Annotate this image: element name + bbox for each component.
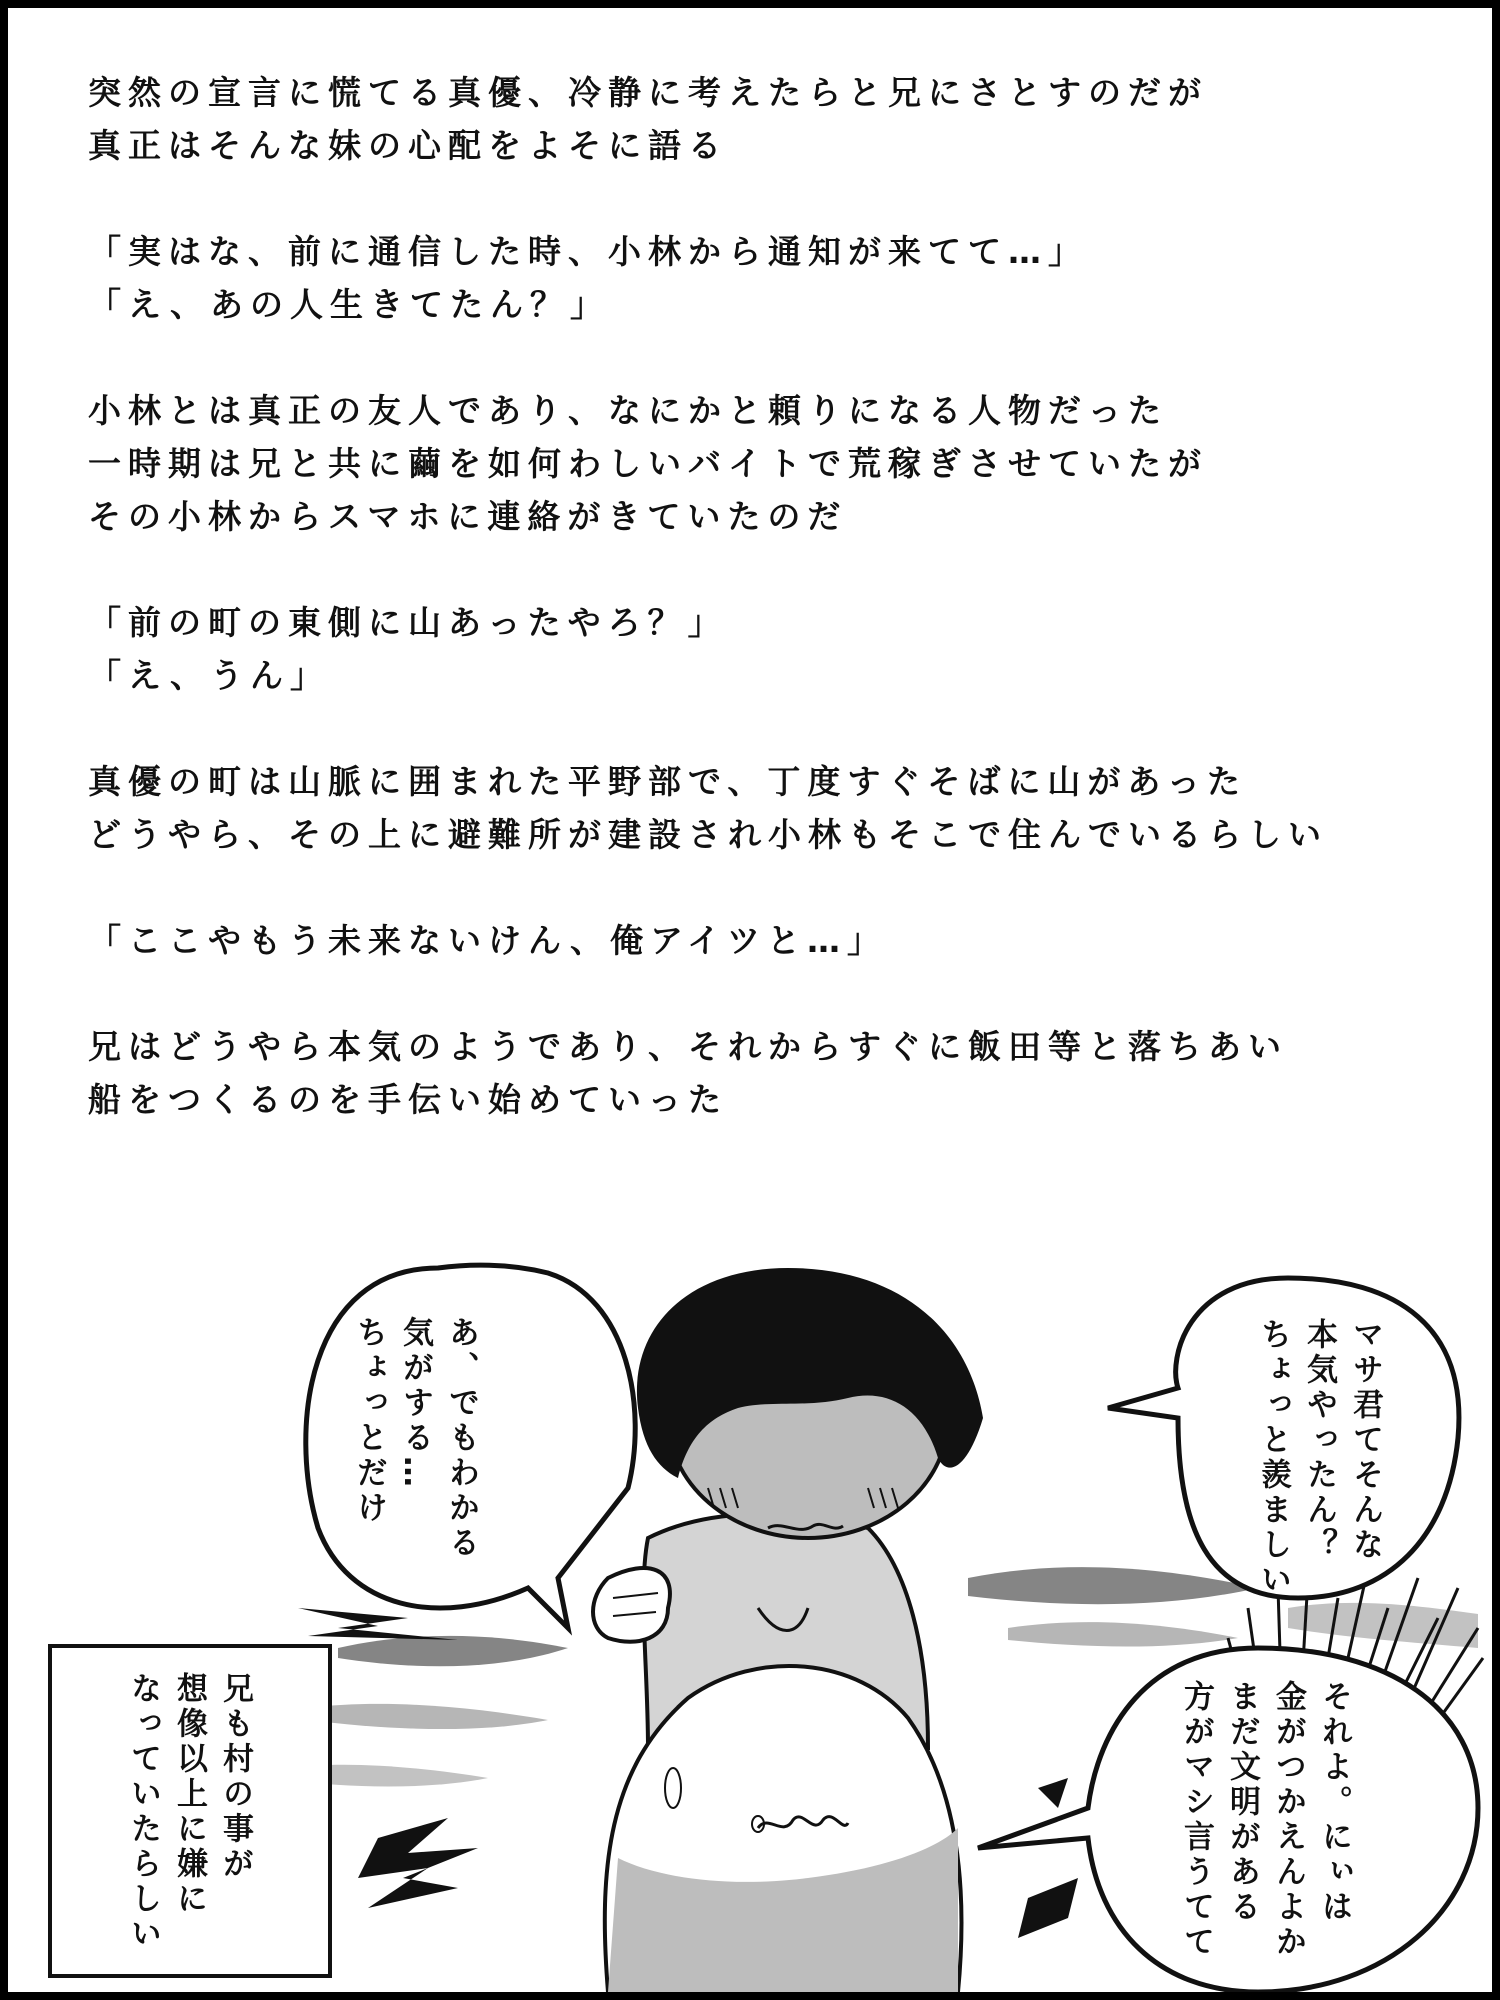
narration-line: 船をつくるのを手伝い始めていった (88, 1080, 728, 1119)
narration-line: 兄はどうやら本気のようであり、それからすぐに飯田等と落ちあい (88, 1027, 1288, 1066)
speech-line: マサ君てそんな (1347, 1318, 1383, 1563)
speech-text-right-bottom (1173, 1680, 1357, 1970)
narration-line: その小林からスマホに連絡がきていたのだ (88, 497, 848, 536)
narration-line: 「ここやもう未来ないけん、俺アイツと…」 (88, 921, 888, 960)
narration-line: 「え、あの人生きてたん？」 (88, 285, 610, 324)
speech-line: まだ文明がある (1224, 1680, 1260, 1925)
narration-line: 「実はな、前に通信した時、小林から通知が来てて…」 (88, 232, 1088, 271)
caption-line: なっていたらしい (125, 1672, 161, 1952)
narration-line: 「え、うん」 (88, 656, 330, 695)
speech-text-left (346, 1316, 484, 1586)
speech-line: ちょっと羨ましい (1255, 1318, 1291, 1598)
narration-line: 小林とは真正の友人であり、なにかと頼りになる人物だった (88, 391, 1168, 430)
manga-page (8, 8, 1492, 1992)
speech-line: 本気やったん？ (1301, 1318, 1337, 1563)
speech-line: あ、でもわかる (443, 1316, 479, 1561)
narration-line: どうやら、その上に避難所が建設され小林もそこで住んでいるらしい (88, 815, 1328, 854)
speech-line: 気がする… (397, 1316, 433, 1491)
speech-line: ちょっとだけ (351, 1316, 387, 1526)
speech-line: 金がつかえんよか (1270, 1680, 1306, 1960)
speech-line: それよ。にぃは (1316, 1680, 1352, 1925)
narration-line: 一時期は兄と共に繭を如何わしいバイトで荒稼ぎさせていたが (88, 444, 1208, 483)
speech-line: 方がマシ言うてて (1178, 1680, 1214, 1960)
narration-line: 真正はそんな妹の心配をよそに語る (88, 126, 728, 165)
caption-line: 兄も村の事が (217, 1672, 253, 1882)
speech-text-right-top (1250, 1318, 1388, 1598)
narration-line: 真優の町は山脈に囲まれた平野部で、丁度すぐそばに山があった (88, 762, 1248, 801)
narration-line: 突然の宣言に慌てる真優、冷静に考えたらと兄にさとすのだが (88, 73, 1208, 112)
narration-line: 「前の町の東側に山あったやろ？」 (88, 603, 728, 642)
caption-line: 想像以上に嫌に (171, 1672, 207, 1917)
caption-text (120, 1672, 258, 1962)
